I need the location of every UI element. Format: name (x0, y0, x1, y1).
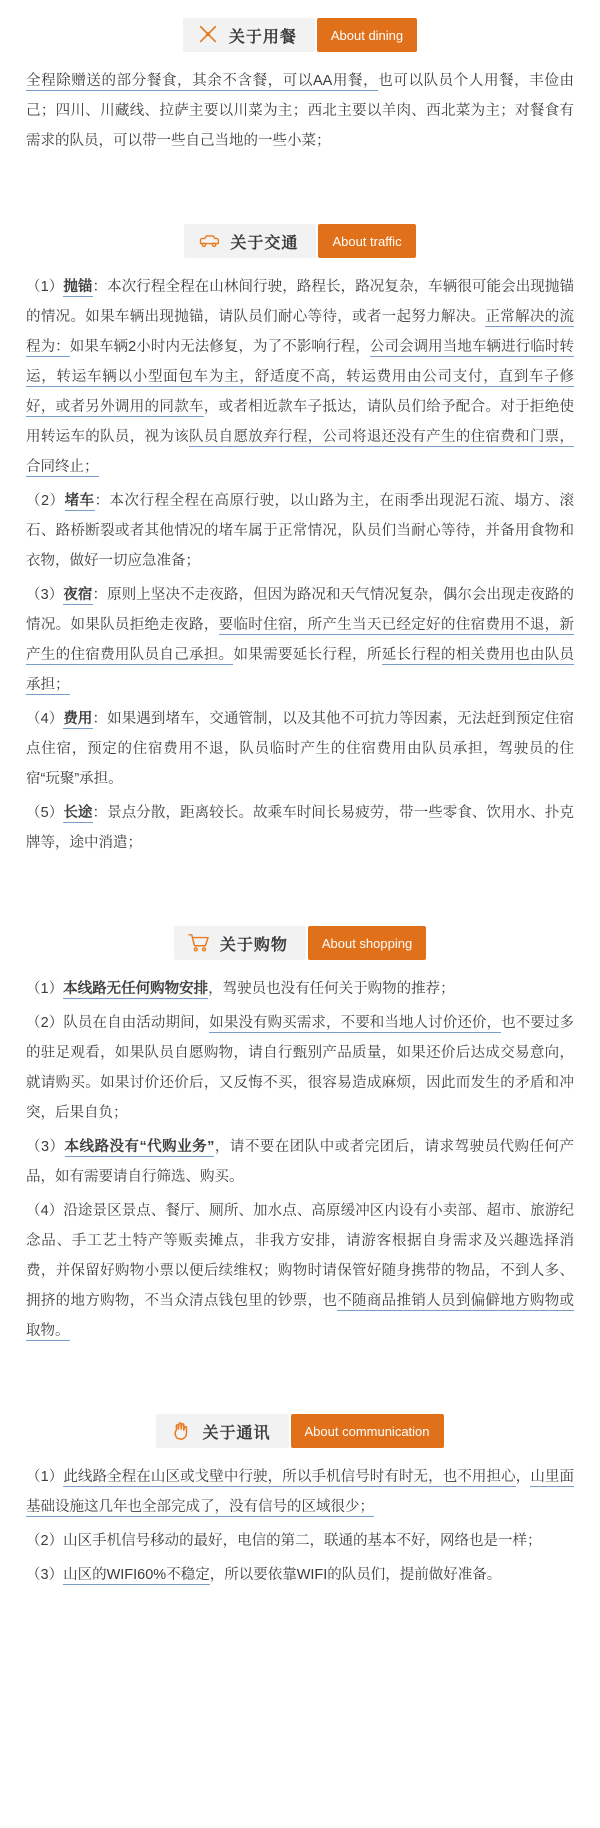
section-title-cn: 关于通讯 (202, 1424, 271, 1442)
section-header-traffic (0, 206, 600, 272)
paragraph: （1）本线路无任何购物安排，驾驶员也没有任何关于购物的推荐； (26, 981, 455, 997)
paragraph: （3）山区的WIFI60%不稳定，所以要依靠WIFI的队员们，提前做好准备。 (26, 1567, 502, 1583)
paragraph: （3）本线路没有“代购业务”，请不要在团队中或者完团后，请求驾驶员代购任何产品，如有需要请自行筛选、购买。 (26, 1139, 574, 1185)
section-header-communication (0, 1396, 600, 1462)
section-title-cn: 关于用餐 (228, 28, 297, 46)
section-dining (0, 0, 600, 156)
paragraph: （4）费用：如果遇到堵车，交通管制，以及其他不可抗力等因素，无法赶到预定住宿点住宿，预定的住宿费用不退，队员临时产生的住宿费用由队员承担，驾驶员的住宿“玩聚”承担。 (26, 711, 574, 787)
section-title-group-communication (156, 1414, 288, 1448)
section-body-shopping (0, 974, 600, 1346)
section-body-communication (0, 1462, 600, 1590)
section-traffic (0, 206, 600, 858)
section-title-en: About shopping (308, 926, 426, 960)
paragraph: （2）队员在自由活动期间，如果没有购买需求，不要和当地人讨价还价，也不要过多的驻足观看，如果队员自愿购物，请自行甄别产品质量，如果还价后达成交易意向，就请购买。如果讨价还价后，又反悔不买，很容易造成麻烦，因此而发生的矛盾和冲突，后果自负； (26, 1015, 574, 1121)
section-title-group-shopping (174, 926, 306, 960)
hand-wave-icon (170, 1420, 192, 1442)
section-header-shopping (0, 908, 600, 974)
section-title-cn: 关于购物 (219, 936, 288, 954)
paragraph: 全程除赠送的部分餐食，其余不含餐，可以AA用餐，也可以队员个人用餐，丰俭由己；四川、川藏线、拉萨主要以川菜为主；西北主要以羊肉、西北菜为主；对餐食有需求的队员，可以带一些自己当地的一些小菜； (26, 73, 575, 149)
section-title-cn: 关于交通 (230, 234, 299, 252)
spacer (0, 160, 600, 206)
section-communication (0, 1396, 600, 1590)
spacer (0, 862, 600, 908)
utensils-icon (197, 24, 219, 46)
paragraph: （1）抛锚：本次行程全程在山林间行驶，路程长，路况复杂，车辆很可能会出现抛锚的情况。如果车辆出现抛锚，请队员们耐心等待，或者一起努力解决。正常解决的流程为：如果车辆2小时内无法修复，为了不影响行程，公司会调用当地车辆进行临时转运，转运车辆以小型面包车为主，舒适度不高，转运费用由公司支付，直到车子修好，或者另外调用的同款车，或者相近款车子抵达，请队员们给予配合。对于拒绝使用转运车的队员，视为该队员自愿放弃行程，公司将退还没有产生的住宿费和门票，合同终止； (26, 279, 575, 475)
section-title-en: About dining (317, 18, 417, 52)
paragraph: （4）沿途景区景点、餐厅、厕所、加水点、高原缓冲区内设有小卖部、超市、旅游纪念品、手工艺土特产等贩卖摊点，非我方安排，请游客根据自身需求及兴趣选择消费，并保留好购物小票以便后续维权；购物时请保管好随身携带的物品，不到人多、拥挤的地方购物，不当众清点钱包里的钞票，也不随商品推销人员到偏僻地方购物或取物。 (26, 1203, 575, 1339)
section-title-group-dining (183, 18, 315, 52)
section-title-en: About communication (291, 1414, 444, 1448)
section-header-dining (0, 0, 600, 66)
paragraph: （5）长途：景点分散，距离较长。故乘车时间长易疲劳，带一些零食、饮用水、扑克牌等，途中消遣； (26, 805, 574, 851)
section-shopping (0, 908, 600, 1346)
cart-icon (188, 932, 210, 954)
spacer (0, 1350, 600, 1396)
paragraph: （3）夜宿：原则上坚决不走夜路，但因为路况和天气情况复杂，偶尔会出现走夜路的情况。如果队员拒绝走夜路，要临时住宿，所产生当天已经定好的住宿费用不退，新产生的住宿费用队员自己承担。如果需要延长行程，所延长行程的相关费用也由队员承担； (26, 587, 575, 693)
car-icon (198, 230, 220, 252)
section-title-group-traffic (184, 224, 316, 258)
paragraph: （2）山区手机信号移动的最好，电信的第二，联通的基本不好，网络也是一样； (26, 1533, 542, 1549)
paragraph: （1）此线路全程在山区或戈壁中行驶，所以手机信号时有时无，也不用担心，山里面基础设施这几年也全部完成了，没有信号的区域很少； (26, 1469, 574, 1515)
section-title-en: About traffic (318, 224, 415, 258)
section-body-traffic (0, 272, 600, 858)
section-body-dining (0, 66, 600, 156)
paragraph: （2）堵车：本次行程全程在高原行驶，以山路为主，在雨季出现泥石流、塌方、滚石、路桥断裂或者其他情况的堵车属于正常情况，队员们当耐心等待，并备用食物和衣物，做好一切应急准备； (26, 493, 574, 569)
